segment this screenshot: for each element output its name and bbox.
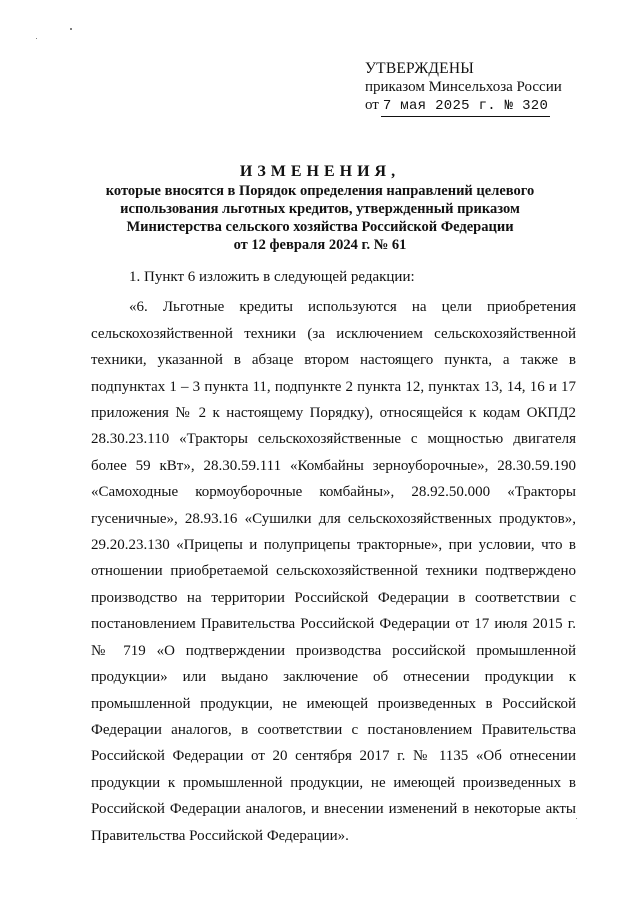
approval-from-label: от bbox=[365, 97, 379, 113]
heading-subtitle-line: которые вносятся в Порядок определения направлений целевого bbox=[105, 183, 535, 199]
scan-speck bbox=[70, 28, 72, 30]
approval-date-number: 7 мая 2025 г. № 320 bbox=[381, 97, 550, 117]
approval-order-line bbox=[365, 96, 625, 117]
amendment-item-1-text: «6. Льготные кредиты используются на цели приобретения сельскохозяйственной техники (за исключением сельскохозяйственной техники, указанной в абзаце втором настоящего пункта, а также в подпунктах 1 – 3 пункта 11, подпункте 2 пункта 12, пунктах 13, 14, 16 и 17 приложения № 2 к настоящему Порядку), относящейся к кодам ОКПД2 28.30.23.110 «Тракторы сельскохозяйственные с мощностью двигателя более 59 кВт», 28.30.59.111 «Комбайны зерноуборочные», 28.30.59.190 «Самоходные кормоуборочные комбайны», 28.92.50.000 «Тракторы гусеничные», 28.93.16 «Сушилки для сельскохозяйственных продуктов», 29.20.23.130 «Прицепы и полуприцепы тракторные», при условии, что в отношении приобретаемой сельскохозяйственной техники подтверждено производство на территории Российской Федерации в соответствии с постановлением Правительства Российской Федерации от 17 июля 2015 г. № 719 «О подтверждении производства российской промышленной продукции» или выдано заключение об отнесении продукции к промышленной продукции, не имеющей произведенных в Российской Федерации аналогов, в соответствии с постановлением Правительства Российской Федерации от 20 сентября 2017 г. № 1135 «Об отнесении продукции к промышленной продукции, не имеющей произведенных в Российской Федерации аналогов, и внесении изменений в некоторые акты Правительства Российской Федерации». bbox=[91, 299, 576, 844]
heading-subtitle-line: от 12 февраля 2024 г. № 61 bbox=[233, 237, 407, 253]
document-heading bbox=[90, 163, 550, 254]
heading-subtitle-line: Министерства сельского хозяйства Российской Федерации bbox=[126, 219, 514, 235]
approval-stamp bbox=[365, 60, 625, 117]
amendment-item-1: 1. Пункт 6 изложить в следующей редакции: bbox=[129, 269, 415, 285]
heading-subtitle-line: использования льготных кредитов, утвержденный приказом bbox=[120, 201, 520, 217]
heading-title: ИЗМЕНЕНИЯ, bbox=[239, 163, 401, 180]
approval-issuer: приказом Минсельхоза России bbox=[365, 79, 562, 95]
document-body bbox=[91, 264, 576, 849]
scan-speck bbox=[576, 818, 577, 819]
approval-title: УТВЕРЖДЕНЫ bbox=[365, 60, 474, 77]
scan-speck bbox=[36, 38, 37, 39]
